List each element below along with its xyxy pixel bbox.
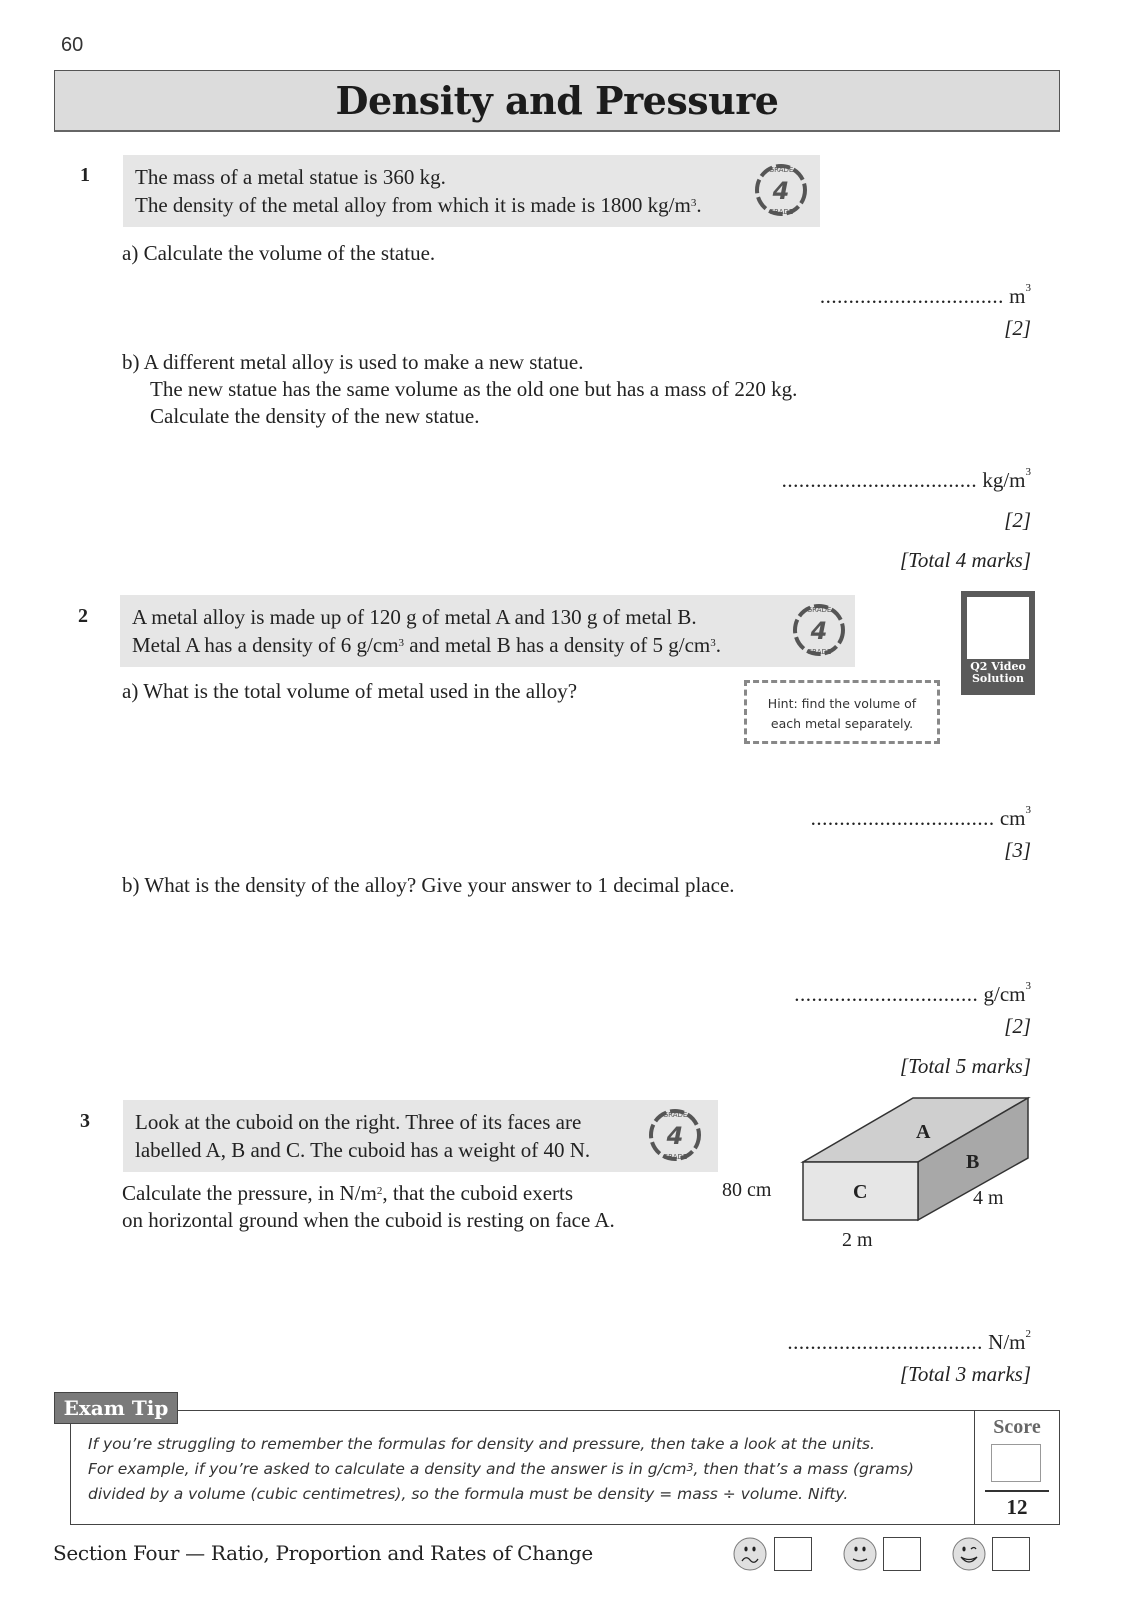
q3-answer-line[interactable]: .................................. $N/m^2$ bbox=[787, 1328, 1031, 1354]
hint-box: Hint: find the volume of each metal separately. bbox=[744, 680, 940, 744]
question-1-stem bbox=[123, 155, 820, 227]
score-label: Score bbox=[993, 1416, 1041, 1438]
svg-text:4: 4 bbox=[666, 1122, 684, 1150]
neutral-smile-face-icon bbox=[843, 1537, 877, 1571]
q3-stem-line2: labelled A, B and C. The cuboid has a weight of 40 N. bbox=[135, 1138, 591, 1162]
question-2-stem bbox=[120, 595, 855, 667]
cuboid-diagram bbox=[720, 1090, 1050, 1260]
q2-stem-line2: Metal A has a density of 6 $g/cm^3$ and metal B has a density of 5 $g/cm^3$. bbox=[132, 633, 721, 657]
section-footer: Section Four — Ratio, Proportion and Rates of Change bbox=[53, 1541, 593, 1565]
question-2-number: 2 bbox=[78, 605, 88, 627]
video-thumbnail bbox=[967, 597, 1029, 659]
question-3-stem bbox=[123, 1100, 718, 1172]
svg-text:GRADE: GRADE bbox=[806, 606, 832, 614]
exam-tip-text: If you’re struggling to remember the formulas for density and pressure, then take a look at the units. For example, if you’re asked to calculate a density and the answer is in $g/cm^3$, then that’s a mass (grams) divided by a volume (cubic centimetres), so the formula must be density = mass ÷ volume. Nifty. bbox=[88, 1435, 914, 1503]
q1a-text: a) Calculate the volume of the statue. bbox=[122, 241, 436, 265]
q2b-answer-line[interactable]: ................................ $g/cm^3$ bbox=[794, 980, 1031, 1006]
score-total: 12 bbox=[1006, 1495, 1028, 1519]
q2b-marks: [2] bbox=[1004, 1014, 1031, 1038]
page-number: 60 bbox=[61, 34, 84, 56]
svg-text:GRADE: GRADE bbox=[662, 1153, 688, 1161]
question-3-number: 3 bbox=[80, 1110, 90, 1132]
q3-question-text: Calculate the pressure, in $N/m^2$, that the cuboid exerts on horizontal ground when the cuboid is resting on face A. bbox=[122, 1181, 615, 1232]
q2a-answer-line[interactable]: ................................ $cm^3$ bbox=[810, 804, 1031, 830]
svg-text:4: 4 bbox=[772, 177, 790, 205]
grade-4-badge-icon bbox=[646, 1106, 704, 1164]
svg-text:A: A bbox=[916, 1121, 931, 1143]
svg-text:B: B bbox=[966, 1151, 980, 1173]
svg-text:4: 4 bbox=[810, 617, 828, 645]
q1-stem-line2: The density of the metal alloy from which it is made is 1800 $kg/m^3$. bbox=[135, 193, 702, 217]
grade-4-badge-icon bbox=[752, 161, 810, 219]
q2b-text: b) What is the density of the alloy? Give your answer to 1 decimal place. bbox=[122, 873, 735, 897]
svg-text:GRADE: GRADE bbox=[806, 648, 832, 656]
svg-text:C: C bbox=[853, 1181, 868, 1203]
page-title: Density and Pressure bbox=[335, 78, 779, 123]
svg-text:GRADE: GRADE bbox=[662, 1111, 688, 1119]
q2a-marks: [3] bbox=[1004, 838, 1031, 862]
q1b-text: b) A different metal alloy is used to make a new statue. The new statue has the same volume as the old one but has a mass of 220 kg. Calculate the density of the new statue. bbox=[122, 350, 798, 428]
score-divider bbox=[985, 1490, 1049, 1492]
svg-text:4 m: 4 m bbox=[973, 1187, 1004, 1209]
video-solution-label: Q2 Video Solution bbox=[970, 660, 1026, 685]
svg-text:GRADE: GRADE bbox=[768, 166, 794, 174]
q3-stem-line1: Look at the cuboid on the right. Three of its faces are bbox=[135, 1110, 582, 1134]
exam-tip-tab: Exam Tip bbox=[54, 1392, 178, 1424]
sad-face-icon bbox=[733, 1537, 767, 1571]
svg-text:GRADE: GRADE bbox=[768, 208, 794, 216]
score-input[interactable] bbox=[991, 1444, 1041, 1482]
self-assess-box-1[interactable] bbox=[774, 1537, 812, 1571]
q1-total-marks: [Total 4 marks] bbox=[899, 548, 1031, 572]
q3-total-marks: [Total 3 marks] bbox=[899, 1362, 1031, 1386]
wink-face-icon bbox=[952, 1537, 986, 1571]
grade-4-badge-icon bbox=[790, 601, 848, 659]
page-title-bar bbox=[54, 70, 1060, 132]
q1b-answer-line[interactable]: .................................. $kg/m^3$ bbox=[781, 466, 1031, 492]
self-assess-box-3[interactable] bbox=[992, 1537, 1030, 1571]
q1-stem-line1: The mass of a metal statue is 360 kg. bbox=[135, 165, 446, 189]
svg-text:80 cm: 80 cm bbox=[722, 1179, 772, 1201]
q1a-marks: [2] bbox=[1004, 316, 1031, 340]
q1a-answer-line[interactable]: ................................ $m^3$ bbox=[819, 282, 1031, 308]
q2a-text: a) What is the total volume of metal used in the alloy? bbox=[122, 679, 578, 703]
q2-stem-line1: A metal alloy is made up of 120 g of metal A and 130 g of metal B. bbox=[132, 605, 697, 629]
q1b-marks: [2] bbox=[1004, 508, 1031, 532]
q2-total-marks: [Total 5 marks] bbox=[899, 1054, 1031, 1078]
self-assess-box-2[interactable] bbox=[883, 1537, 921, 1571]
svg-text:2 m: 2 m bbox=[842, 1229, 873, 1251]
q2-video-solution-button[interactable] bbox=[961, 591, 1035, 695]
question-1-number: 1 bbox=[80, 164, 90, 186]
